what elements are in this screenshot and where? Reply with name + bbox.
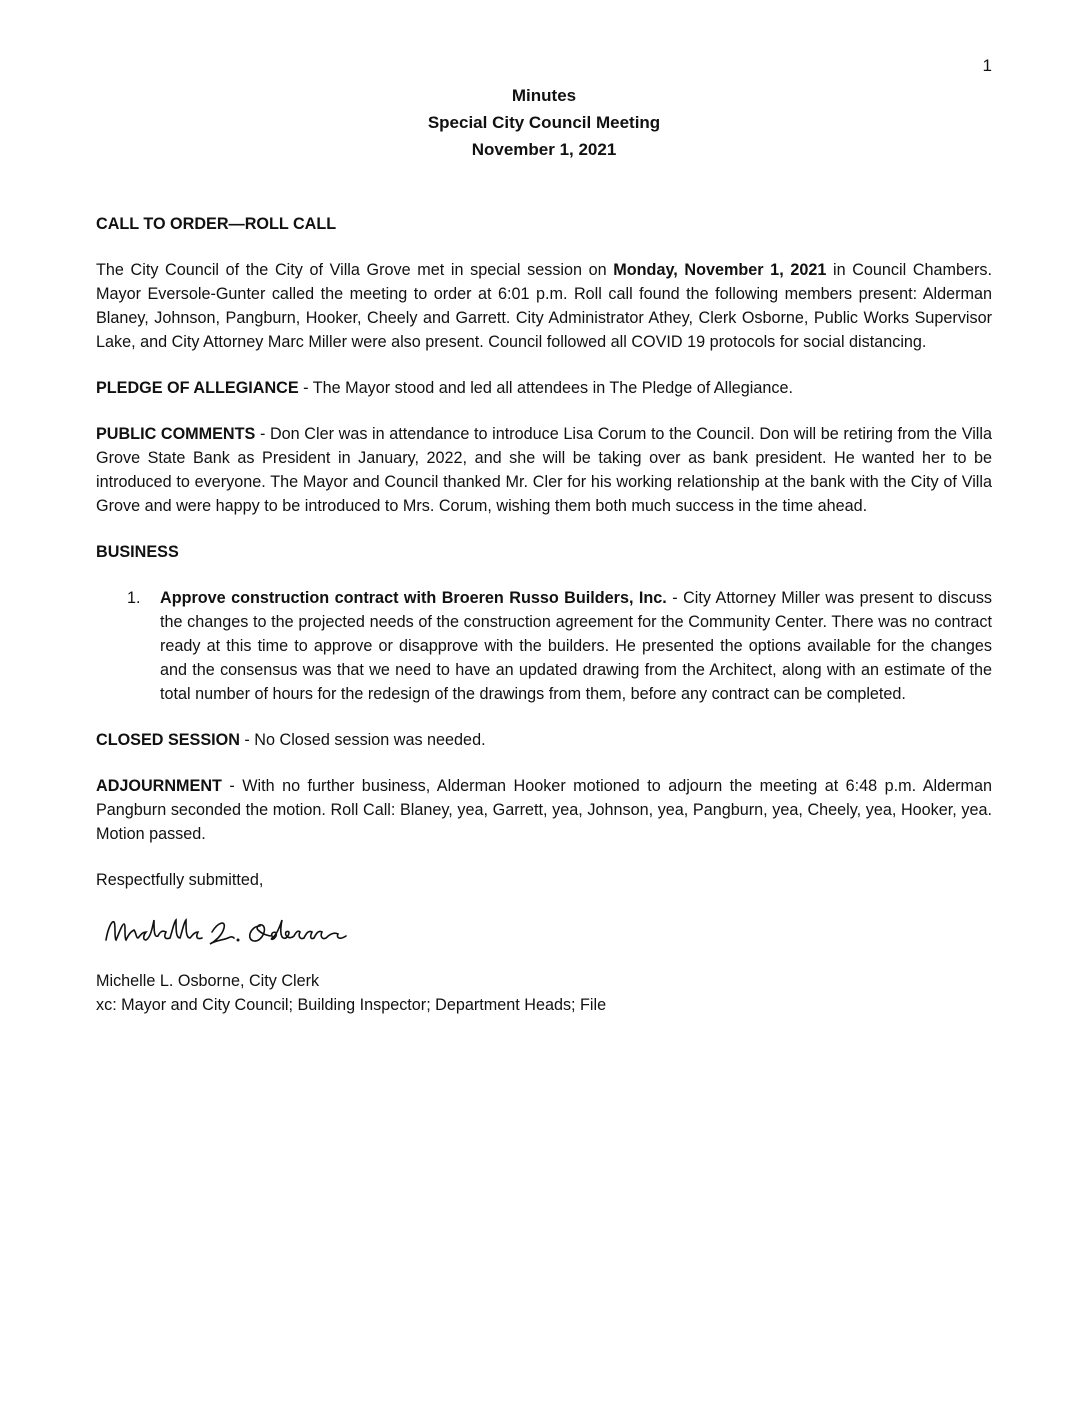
- closed-session-paragraph: [96, 728, 992, 752]
- business-list: [96, 586, 992, 706]
- signer-line: Michelle L. Osborne, City Clerk: [96, 972, 320, 990]
- business-item-number: 1.: [127, 589, 141, 607]
- adjournment-paragraph: [96, 774, 992, 846]
- business-item-text: - City Attorney Miller was present to discuss the changes to the projected needs of the construction agreement for the Community Center. There was no contract ready at this time to approve or disapprove with the builders. He presented the options available for the changes and the consensus was that we need to have an updated drawing from the Architect, along with an estimate of the total number of hours for the redesign of the drawings from them, before any contract can be completed.: [160, 589, 993, 703]
- business-item: [96, 586, 992, 706]
- business-heading: BUSINESS: [96, 543, 179, 561]
- document-subtitle: Special City Council Meeting: [427, 113, 661, 132]
- adjournment-text: - With no further business, Alderman Hooker motioned to adjourn the meeting at 6:48 p.m. Alderman Pangburn seconded the motion. Roll Call: Blaney, yea, Garrett, yea, Johnson, yea, Pangburn, yea, Cheely, yea, Hooker, yea. Motion passed.: [96, 777, 992, 843]
- minutes-body: [96, 212, 992, 1017]
- business-item-label: Approve construction contract with Broeren Russo Builders, Inc.: [160, 589, 667, 607]
- pledge-text: - The Mayor stood and led all attendees in The Pledge of Allegiance.: [298, 379, 793, 397]
- document-date: November 1, 2021: [471, 140, 617, 159]
- distribution-line: xc: Mayor and City Council; Building Inspector; Department Heads; File: [96, 996, 607, 1014]
- pledge-paragraph: [96, 376, 992, 400]
- call-to-order-text-before: The City Council of the City of Villa Grove met in special session on: [96, 261, 614, 279]
- handwritten-signature: [100, 910, 360, 956]
- document-header: [0, 82, 1088, 163]
- call-to-order-paragraph: [96, 258, 992, 354]
- pledge-label: PLEDGE OF ALLEGIANCE: [96, 379, 299, 397]
- salutation: Respectfully submitted,: [96, 871, 264, 889]
- adjournment-label: ADJOURNMENT: [96, 777, 222, 795]
- business-item-body: [160, 586, 992, 706]
- call-to-order-heading: CALL TO ORDER—ROLL CALL: [96, 215, 337, 233]
- public-comments-label: PUBLIC COMMENTS: [96, 425, 256, 443]
- meeting-date-bold: Monday, November 1, 2021: [613, 261, 827, 279]
- page-number: 1: [982, 56, 992, 75]
- closed-session-text: - No Closed session was needed.: [239, 731, 486, 749]
- call-to-order-text-after: in Council Chambers. Mayor Eversole-Gunter called the meeting to order at 6:01 p.m. Roll call found the following members present: Alderman Blaney, Johnson, Pangburn, Hooker, Cheely and Garrett. City Administrator Athey, Clerk Osborne, Public Works Supervisor Lake, and City Attorney Marc Miller were also present. Council followed all COVID 19 protocols for social distancing.: [96, 261, 993, 351]
- public-comments-text: - Don Cler was in attendance to introduce Lisa Corum to the Council. Don will be retiring from the Villa Grove State Bank as President in January, 2022, and she will be taking over as bank president. He wanted her to be introduced to everyone. The Mayor and Council thanked Mr. Cler for his working relationship at the bank with the City of Villa Grove and were happy to be introduced to Mrs. Corum, wishing them both much success in the time ahead.: [96, 425, 992, 515]
- closed-session-label: CLOSED SESSION: [96, 731, 240, 749]
- public-comments-paragraph: [96, 422, 992, 518]
- document-title: Minutes: [511, 86, 577, 105]
